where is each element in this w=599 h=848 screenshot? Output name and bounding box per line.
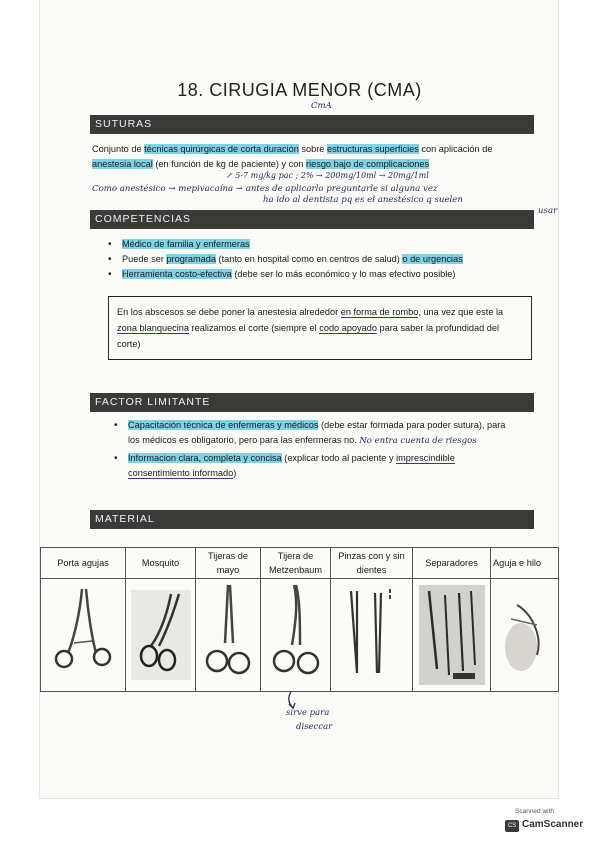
section-header-suturas: SUTURAS — [90, 115, 534, 134]
underline: imprescindible — [396, 453, 455, 463]
underline: codo apoyado — [319, 323, 377, 333]
retractors-icon — [419, 585, 485, 685]
handwritten-anestesico-2: ha ido al dentista pq es el anestésico q suelen — [263, 195, 463, 205]
abscesos-note-box — [108, 296, 532, 360]
text: sobre — [298, 144, 327, 154]
underline: consentimiento informado — [128, 468, 234, 478]
text: para saber la profundidad del — [376, 323, 500, 333]
column-header: Aguja e hilo — [491, 548, 559, 579]
text: Puede ser — [122, 254, 167, 264]
mosquito-image — [126, 579, 196, 692]
list-item — [106, 267, 536, 282]
material-table — [40, 547, 559, 692]
section-header-material: MATERIAL — [90, 510, 534, 529]
text: (tanto en hospital como en centros de salud) — [215, 254, 403, 264]
text: , una vez que este la — [418, 307, 504, 317]
column-header: Porta agujas — [41, 548, 126, 579]
text: (en función de kg de paciente) y con — [152, 159, 307, 169]
tissue-forceps-icon — [337, 585, 407, 681]
handwritten-no-cuenta: No entra cuenta de riesgos — [359, 436, 477, 446]
metzenbaum-scissors-image — [261, 579, 331, 692]
column-header: Mosquito — [126, 548, 196, 579]
highlight: programada — [166, 254, 216, 264]
underline: zona blanquecina — [117, 323, 190, 333]
handwritten-cma: CmA — [311, 101, 332, 111]
list-item — [112, 451, 536, 481]
metzenbaum-scissors-icon — [268, 581, 324, 685]
highlight: Médico de familia y enfermeras — [122, 239, 250, 249]
column-header: Tijera de Metzenbaum — [261, 548, 331, 579]
text: (debe estar formada para poder sutura), para — [318, 420, 506, 430]
highlight: Informacion clara, completa y concisa — [128, 453, 282, 463]
text: realizamos el corte (siempre el — [189, 323, 320, 333]
column-header: Separadores — [413, 548, 491, 579]
text: (explicar todo al paciente y — [281, 453, 397, 463]
handwritten-dose: ↗ 5-7 mg/kg pac ; 2% → 200mg/10ml → 20mg/1ml — [226, 171, 429, 180]
factor-list — [112, 418, 536, 481]
section-header-factor-limitante: FACTOR LIMITANTE — [90, 393, 534, 412]
camscanner-watermark — [503, 808, 587, 838]
mosquito-forceps-icon — [131, 590, 191, 680]
highlight: Capacitación técnica de enfermeras y médicos — [128, 420, 319, 430]
highlight: estructuras superficies — [326, 144, 419, 154]
competencias-list — [106, 237, 536, 282]
list-item — [106, 252, 536, 267]
text: corte) — [117, 339, 141, 349]
needle-thread-image — [491, 579, 559, 692]
column-header: Tijeras de mayo — [196, 548, 261, 579]
highlight: Herramienta costo-efectiva — [122, 269, 232, 279]
text: En los abscesos se debe poner la anestesia alrededor — [117, 307, 341, 317]
highlight: técnicas quirúrgicas de corta duración — [144, 144, 299, 154]
text: los médicos es obligatorio, pero para las enfermeras no. — [128, 435, 357, 445]
list-item — [106, 237, 536, 252]
text: con aplicación de — [418, 144, 493, 154]
needle-thread-icon — [497, 585, 553, 681]
list-item — [112, 418, 536, 449]
handwritten-anestesico-1: Como anestésico → mepivacaína → antes de aplicarlo preguntarle si alguna vez — [92, 184, 438, 194]
scanned-with-text: Scanned with — [515, 808, 555, 815]
highlight: riesgo bajo de complicaciones — [306, 159, 430, 169]
needle-holder-image — [41, 579, 126, 692]
needle-holder-icon — [48, 583, 118, 683]
text: Conjunto de — [92, 144, 145, 154]
highlight: anestesia local — [92, 159, 153, 169]
annotation-arrow-icon — [285, 690, 299, 710]
forceps-image — [331, 579, 413, 692]
separators-image — [413, 579, 491, 692]
text: ) — [233, 468, 237, 478]
page-title: 18. CIRUGIA MENOR (CMA) — [177, 80, 422, 100]
handwritten-anestesico-3: usar — [538, 206, 558, 216]
highlight: o de urgencias — [402, 254, 463, 264]
column-header: Pinzas con y sin dientes — [331, 548, 413, 579]
handwritten-sirve: sirve para — [286, 708, 330, 718]
underline: en forma de rombo — [340, 307, 419, 317]
handwritten-diseccar: diseccar — [296, 722, 333, 732]
camscanner-brand-text: CamScanner — [522, 819, 584, 830]
mayo-scissors-icon — [203, 581, 253, 685]
section-header-competencias: COMPETENCIAS — [90, 210, 534, 229]
suturas-paragraph — [92, 142, 537, 172]
text: (debe ser lo más económico y lo mas efectivo posible) — [231, 269, 456, 279]
mayo-scissors-image — [196, 579, 261, 692]
camscanner-logo-icon: CS — [505, 820, 519, 832]
